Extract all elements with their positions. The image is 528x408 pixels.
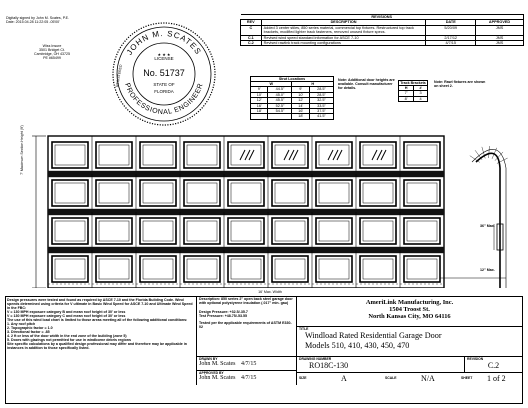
rev-date: 4/7/15 [426, 41, 476, 46]
revision-cell [464, 356, 522, 373]
size-scale-sheet-row [296, 372, 522, 385]
company-addr2: North Kansas City, MO 64116 [368, 313, 451, 321]
company-addr1: 1504 Troost St. [389, 306, 430, 314]
spec-description: Description: 850 series 2" open back steel garage door with optional polystyrene insulation (.017" min. gau) [199, 297, 293, 305]
raised-panel [96, 218, 132, 244]
desc-col-header: DESCRIPTION [261, 20, 426, 25]
right-dimension-label: 36" Max. [480, 224, 495, 228]
raised-panel [360, 256, 396, 282]
seal-state-of: STATE OF [153, 82, 175, 87]
design-notes-item-1: 1. Any roof pitch [7, 322, 36, 326]
rev-col-header: REV [241, 20, 262, 25]
signature-line-1: Digitally signed by John M. Scates, P.E. [6, 16, 70, 20]
rev-id: C [241, 25, 262, 35]
raised-panel [52, 256, 88, 282]
raised-panel [140, 218, 176, 244]
raised-panel [184, 180, 220, 206]
strut-band [48, 171, 444, 177]
company-block [296, 296, 522, 326]
size-value: A [341, 374, 347, 383]
track-cell: 3 [414, 91, 428, 96]
design-notes-item-2: 2. Topographic factor = 1.0 [7, 326, 53, 330]
test-pressure: Test Pressure: +48.75/-53.55 [199, 314, 247, 318]
seal-ring-top: JOHN M. SCATES [124, 28, 204, 57]
track-cell: 8' [399, 96, 414, 101]
raised-panel [52, 142, 88, 168]
strut-cell: 9' [251, 87, 268, 92]
strut-location-block [250, 76, 334, 120]
drawing-title-line-2: Models 510, 410, 430, 450, 470 [305, 341, 410, 350]
sheet-label: SHEET [461, 376, 473, 380]
approved-by-name: John M. Scates [199, 375, 236, 381]
height-dimension-label: 7' Maximum Section Height (9') [20, 125, 24, 175]
rev-date: 2/17/12 [426, 35, 476, 40]
raised-panel [140, 180, 176, 206]
revision-label: REVISION [467, 357, 484, 361]
track-cell: 4 [414, 96, 428, 101]
design-notes-item-3: 3. Directional factor = .85 [7, 330, 50, 334]
strut-cell: 52.5" [268, 103, 292, 108]
raised-panel [96, 180, 132, 206]
scale-label: SCALE [385, 376, 397, 380]
strut-cell: 12' [251, 98, 268, 103]
track-col-h: H [399, 86, 414, 91]
drawing-number: RO18C-130 [309, 361, 349, 370]
raised-panel [272, 180, 308, 206]
strut-cell: 9' [292, 87, 309, 92]
design-notes-text-3: V = 130 MPH exposure category C and mean roof height of 30' or less [7, 314, 126, 318]
drawn-by-date: 4/7/15 [241, 361, 257, 367]
revisions-table [240, 14, 524, 46]
drawing-number-label: DRAWING NUMBER [299, 357, 332, 361]
approved-by-date: 4/7/15 [241, 375, 257, 381]
strut-cell: 28.5" [309, 92, 333, 97]
raised-panel [272, 142, 308, 168]
raised-panel [228, 218, 264, 244]
door-height-note: Note: Additional door heights are available. Consult manufacturer for details. [338, 78, 395, 90]
seal-number: No. 51737 [143, 68, 185, 78]
design-notes-text-5: Site specific calculations by a qualified design professional may differ and therefore may be applicable in instances in addition to those specifically listed. [7, 342, 187, 350]
company-name: AmeriLink Manufacturing, Inc. [365, 299, 454, 306]
approved-by-cell [196, 370, 297, 385]
approved-by-label: APPROVED BY [199, 371, 224, 375]
raised-panel [140, 256, 176, 282]
raised-panel [52, 180, 88, 206]
strut-cell: 45.0" [268, 92, 292, 97]
track-cell: 7' [399, 91, 414, 96]
strut-cell: 18' [251, 109, 268, 114]
raised-panel [316, 180, 352, 206]
approved-by-row [197, 375, 297, 381]
seal-ring-bottom: PROFESSIONAL ENGINEER [123, 82, 205, 117]
raised-panel [404, 180, 440, 206]
title-cell [296, 326, 522, 357]
firm-addr1: 3501 Bridget Ct. [39, 48, 65, 52]
raised-panel [228, 142, 264, 168]
scale-value: N/A [421, 374, 435, 383]
track-col-n: # [414, 86, 428, 91]
revisions-title: REVISIONS [241, 15, 524, 20]
strut-cell: 14' [292, 103, 309, 108]
strut-cell: 16' [292, 109, 309, 114]
track-spoke [489, 146, 490, 158]
revision-value: C.2 [487, 361, 500, 370]
strut-cell: 45.5" [268, 98, 292, 103]
rev-desc: Revised wind speed standard information for ASCE 7-10 [261, 35, 426, 40]
seal-stars: ★ ★ ★ [157, 52, 171, 57]
raised-panel [360, 180, 396, 206]
drawn-by-cell [196, 356, 297, 371]
raised-panel [404, 256, 440, 282]
sheet-value: 1 of 2 [487, 374, 506, 383]
track-bracket-title: Track Brackets [398, 80, 428, 85]
raised-panel [316, 256, 352, 282]
firm-address [22, 44, 82, 60]
strut-cell: 16' [251, 103, 268, 108]
raised-panel [360, 218, 396, 244]
revision-row [241, 25, 524, 35]
strut-col-h: H [292, 82, 334, 87]
width-dimension-label: 16' Max. Width [258, 290, 282, 294]
raised-panel [140, 142, 176, 168]
seal-ring-left: REGISTERED [115, 64, 123, 88]
raised-panel [316, 142, 352, 168]
engineer-seal [110, 20, 218, 128]
strut-col-w: W [251, 82, 292, 87]
date-col-header: DATE [426, 20, 476, 25]
size-label: SIZE [299, 376, 307, 380]
raised-panel [272, 256, 308, 282]
drawn-by-row [197, 361, 297, 367]
rev-approved: JMS [475, 35, 523, 40]
rev-id: C.2 [241, 41, 262, 46]
strut-cell: 10' [251, 92, 268, 97]
drawing-title-line-1: Windload Rated Residential Garage Door [305, 331, 442, 340]
door-panels [32, 136, 508, 288]
door-elevation-drawing [0, 128, 528, 288]
drawing-number-cell [296, 356, 465, 373]
revision-row [241, 41, 524, 46]
raised-panel [404, 142, 440, 168]
approved-col-header: APPROVED [475, 20, 523, 25]
strut-cell [268, 114, 292, 119]
strut-cell: 37.5" [309, 109, 333, 114]
raised-panel [228, 180, 264, 206]
raised-panel [404, 218, 440, 244]
firm-name: Wiss Insure [42, 44, 62, 48]
revisions-block [240, 14, 524, 46]
raised-panel [52, 218, 88, 244]
seal-graphic [110, 20, 218, 128]
strut-cell: 33.5" [309, 103, 333, 108]
bottom-dimension-label: 12" Max. [480, 268, 495, 272]
rev-desc: Added 3 center stiles, 850 series material, commercial top fixtures. Restructured top track brackets, modified lighter track fasteners, removed unused fixture specs. [261, 25, 426, 35]
strut-table [250, 81, 334, 120]
strut-row [251, 114, 334, 119]
strut-cell: 12' [292, 98, 309, 103]
strut-cell: 10' [292, 92, 309, 97]
drawn-by-label: DRAWN BY [199, 357, 218, 361]
raised-panel [96, 256, 132, 282]
strut-cell: 18' [292, 114, 309, 119]
strut-cell: 32.5" [309, 98, 333, 103]
strut-cell [251, 114, 268, 119]
raised-panel [96, 142, 132, 168]
strut-band [48, 247, 444, 253]
strut-cell: 44.5" [268, 87, 292, 92]
raised-panel [360, 142, 396, 168]
strut-cell: 41.5" [309, 114, 333, 119]
title-label: TITLE [299, 327, 309, 331]
rev-desc: Revised rawlink track mounting configurations [261, 41, 426, 46]
design-notes [7, 298, 193, 350]
raised-panel [316, 218, 352, 244]
seal-license: LICENSE [154, 56, 174, 61]
strut-band [48, 209, 444, 215]
strut-cell: 54.5" [268, 109, 292, 114]
strut-cell: 28.5" [309, 87, 333, 92]
raised-panel [184, 142, 220, 168]
raised-panel [272, 218, 308, 244]
rev-approved: JMS [475, 41, 523, 46]
strut-table-title: Strut Locations [250, 76, 334, 81]
raised-panel [184, 256, 220, 282]
design-notes-text-4: The use of this wind load chart is limited to those areas meeting all of the following additional conditions: [7, 318, 188, 322]
drawn-by-name: John M. Scates [199, 361, 236, 367]
track-row [399, 96, 428, 101]
signature-line-2: Date: 2015.04.28 11:22:05 -05'00' [6, 20, 60, 24]
raised-panel [228, 256, 264, 282]
rev-id: C.1 [241, 35, 262, 40]
rev-approved: JMS [475, 25, 523, 35]
astm-note: Tested per the applicable requirements of ASTM E330-02 [199, 321, 292, 329]
raised-panel [184, 218, 220, 244]
design-notes-text-2: V = 130 MPH exposure category B and mean roof height of 30' or less [7, 310, 126, 314]
design-notes-text-1: Design pressures were tested and found as required by ASCE 7-10 and the Florida Building Code. Wind speeds determined using criteria for V ultimate in Basic Wind Speed for ASCE 7-10 and Ultimate Wind Speed in the FBC: [7, 298, 193, 310]
track-bracket-table [398, 85, 428, 102]
rawl-fixture-note: Note: Rawl fixtures are shown on sheet 2. [434, 80, 486, 88]
firm-addr2: Cambridge, OH 43725 [34, 52, 70, 56]
seal-state: FLORIDA [154, 89, 174, 94]
design-pressure: Design Pressure: +32.5/-35.7 [199, 310, 248, 314]
design-notes-item-4: 4. 2 ft or less of the door width in the end zone of the building (zone 5) [7, 334, 127, 338]
firm-addr3: PE #65499 [43, 56, 61, 60]
design-notes-item-5: 5. Doors with glazings not permitted for use in windborne debris regions [7, 338, 131, 342]
rev-date: 5/20/09 [426, 25, 476, 35]
track-bracket-block [398, 80, 428, 102]
